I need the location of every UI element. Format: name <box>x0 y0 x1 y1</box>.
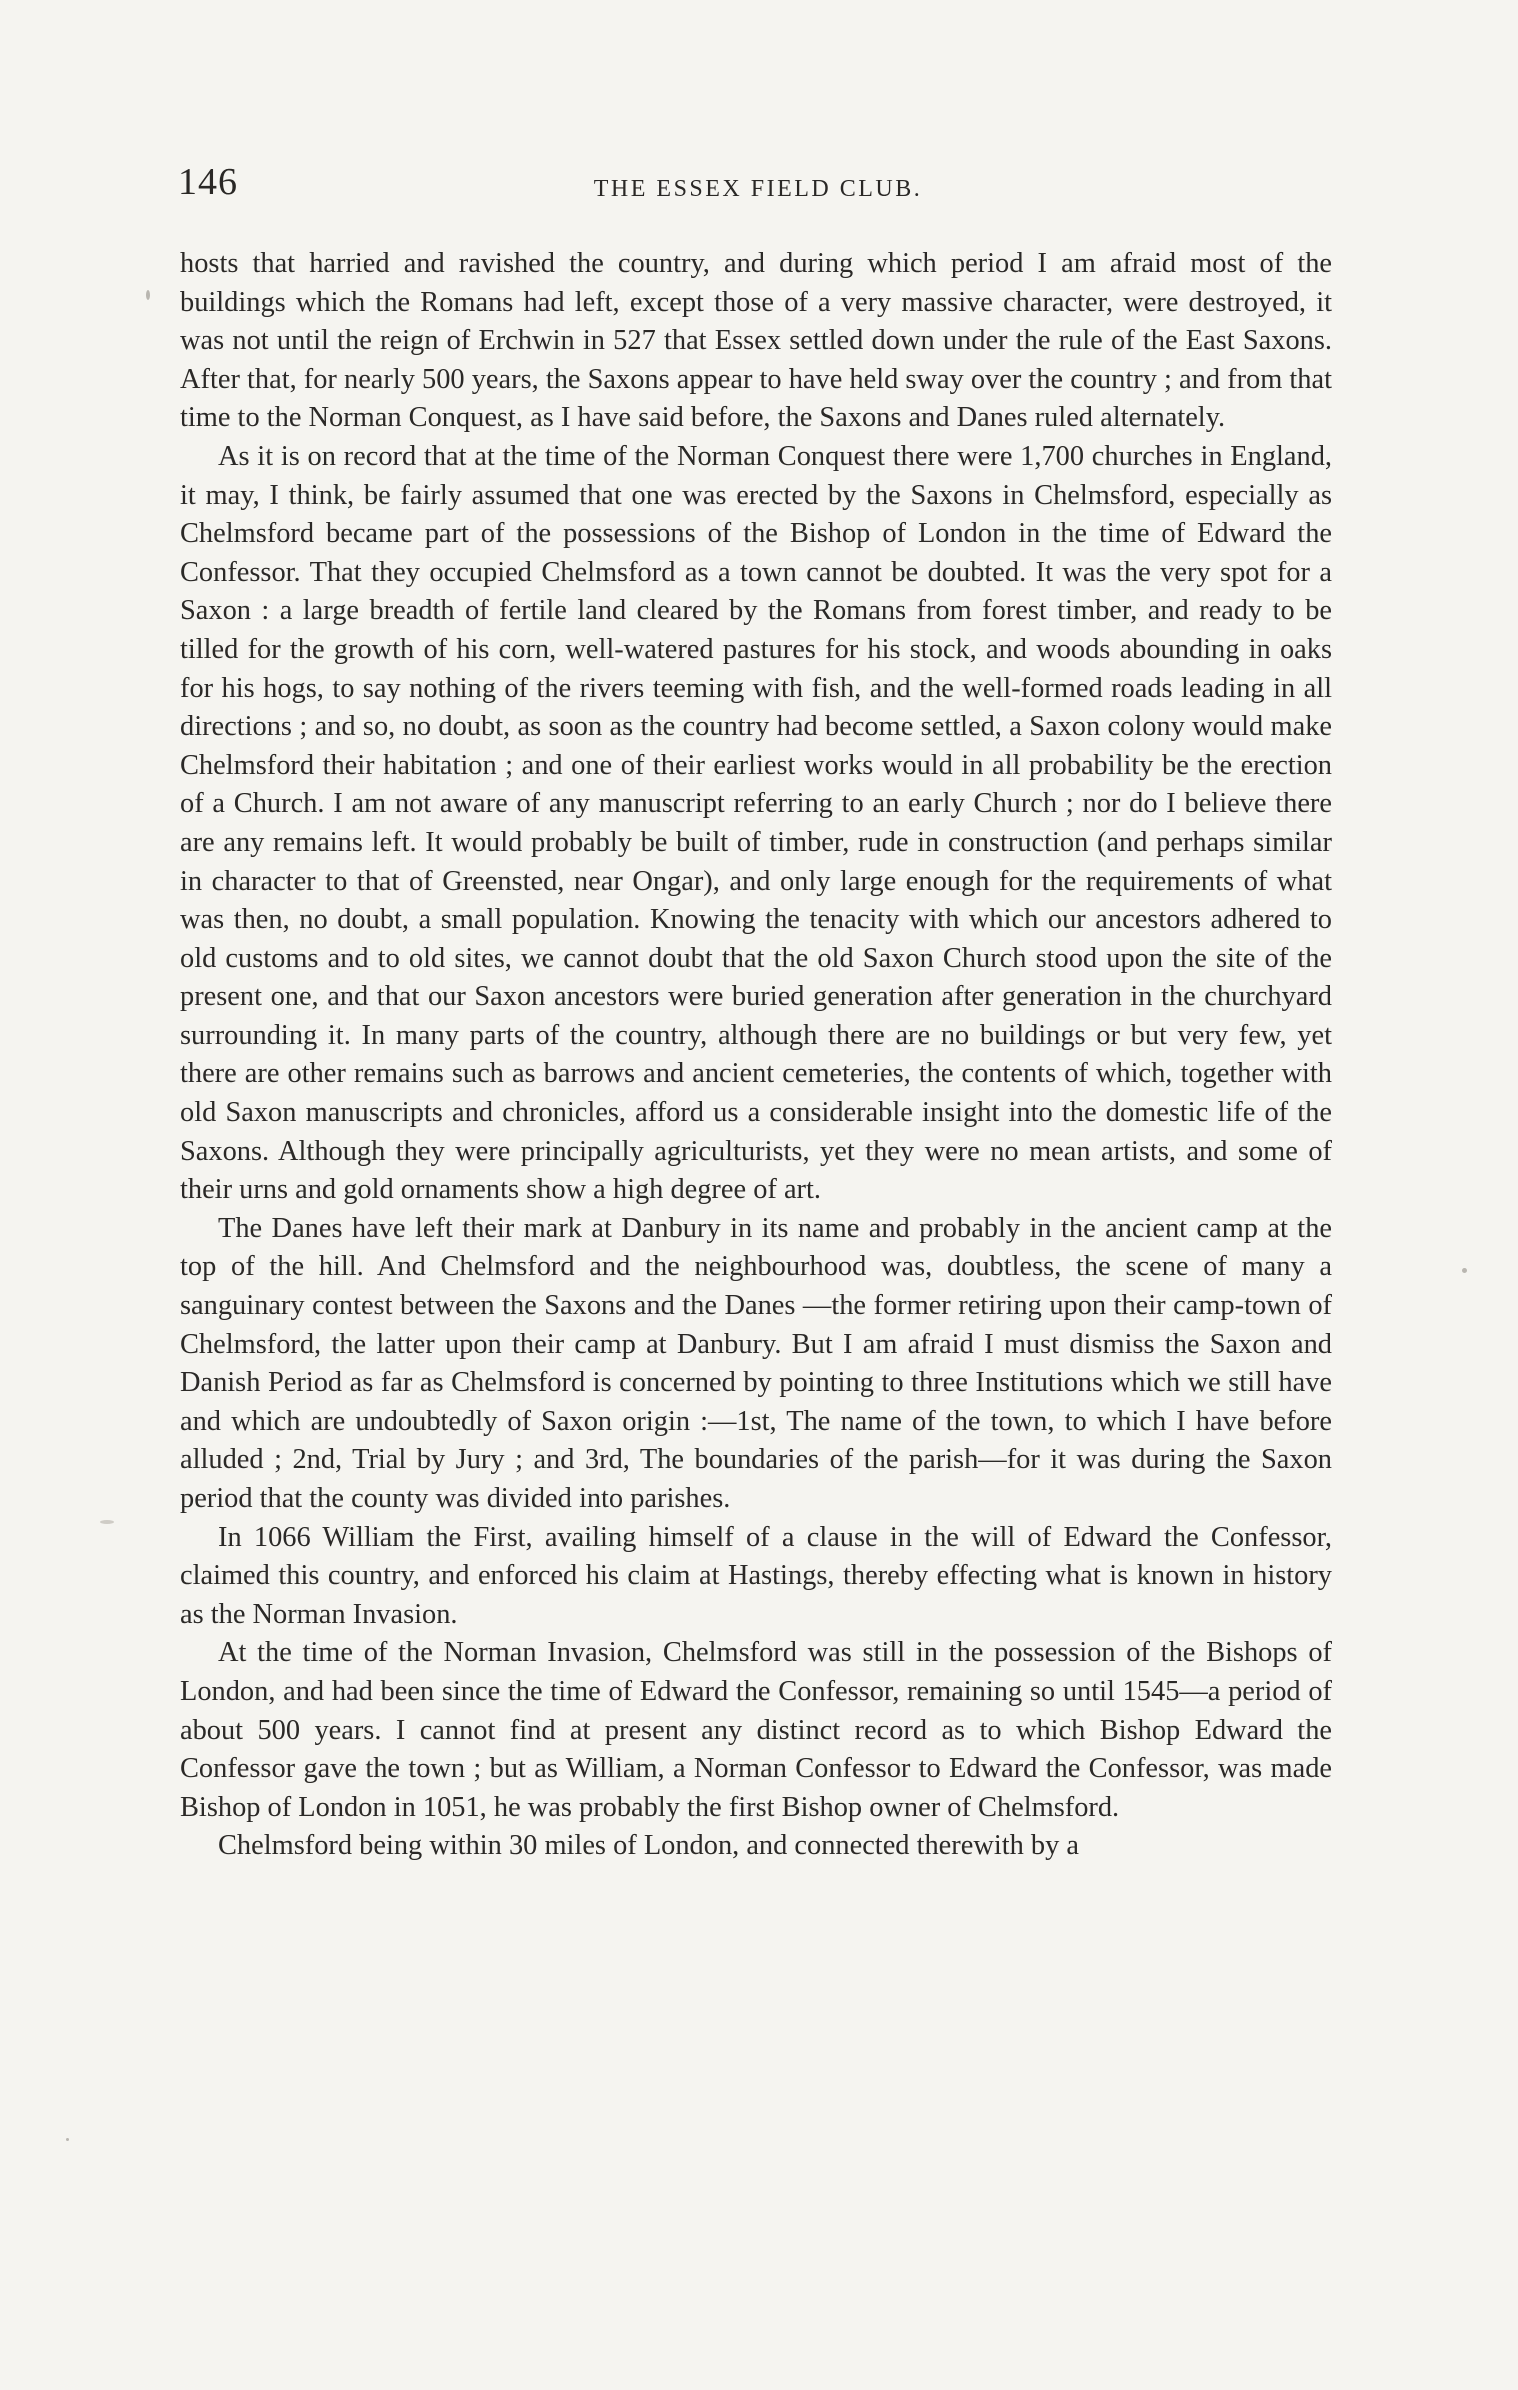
paper-speck <box>146 290 150 300</box>
body-text <box>180 245 1332 1866</box>
page-header <box>178 158 1338 208</box>
paragraph: The Danes have left their mark at Danbury in its name and probably in the ancient camp at the top of the hill. And Chelmsford and the neighbourhood was, doubtless, the scene of many a sanguinary contest between the Saxons and the Danes —the former retiring upon their camp-town of Chelmsford, the latter upon their camp at Danbury. But I am afraid I must dismiss the Saxon and Danish Period as far as Chelmsford is concerned by pointing to three Institutions which we still have and which are undoubtedly of Saxon origin :—1st, The name of the town, to which I have before alluded ; 2nd, Trial by Jury ; and 3rd, The boundaries of the parish—for it was during the Saxon period that the county was divided into parishes. <box>180 1212 1332 1514</box>
paragraph: In 1066 William the First, availing himself of a clause in the will of Edward the Confessor, claimed this country, and enforced his claim at Hastings, thereby effecting what is known in history as the Norman Invasion. <box>180 1521 1332 1630</box>
page-number: 146 <box>178 161 238 203</box>
paper-speck <box>1462 1268 1467 1273</box>
paragraph: As it is on record that at the time of the Norman Conquest there were 1,700 churches in England, it may, I think, be fairly assumed that one was erected by the Saxons in Chelmsford, especially as Chelmsford became part of the possessions of the Bishop of London in the time of Edward the Confessor. That they occupied Chelmsford as a town cannot be doubted. It was the very spot for a Saxon : a large breadth of fertile land cleared by the Romans from forest timber, and ready to be tilled for the growth of his corn, well-watered pastures for his stock, and woods abounding in oaks for his hogs, to say nothing of the rivers teeming with fish, and the well-formed roads leading in all directions ; and so, no doubt, as soon as the country had become settled, a Saxon colony would make Chelmsford their habitation ; and one of their earliest works would in all probability be the erection of a Church. I am not aware of any manuscript referring to an early Church ; nor do I believe there are any remains left. It would probably be built of timber, rude in construction (and perhaps similar in character to that of Greensted, near Ongar), and only large enough for the requirements of what was then, no doubt, a small population. Knowing the tenacity with which our ancestors adhered to old customs and to old sites, we cannot doubt that the old Saxon Church stood upon the site of the present one, and that our Saxon ancestors were buried generation after generation in the churchyard surrounding it. In many parts of the country, although there are no buildings or but very few, yet there are other remains such as barrows and ancient cemeteries, the contents of which, together with old Saxon manuscripts and chronicles, afford us a considerable insight into the domestic life of the Saxons. Although they were principally agriculturists, yet they were no mean artists, and some of their urns and gold ornaments show a high degree of art. <box>180 440 1332 1206</box>
paragraph: Chelmsford being within 30 miles of London, and connected therewith by a <box>218 1830 1079 1862</box>
paragraph: At the time of the Norman Invasion, Chelmsford was still in the possession of the Bishops of London, and had been since the time of Edward the Confessor, remaining so until 1545—a period of about 500 years. I cannot find at present any distinct record as to which Bishop Edward the Confessor gave the town ; but as William, a Norman Confessor to Edward the Confessor, was made Bishop of London in 1051, he was probably the first Bishop owner of Chelmsford. <box>180 1637 1332 1823</box>
paragraph: hosts that harried and ravished the country, and during which period I am afraid most of the buildings which the Romans had left, except those of a very massive character, were destroyed, it was not until the reign of Erchwin in 527 that Essex settled down under the rule of the East Saxons. After that, for nearly 500 years, the Saxons appear to have held sway over the country ; and from that time to the Norman Conquest, as I have said before, the Saxons and Danes ruled alternately. <box>180 248 1332 434</box>
paper-speck <box>100 1520 114 1524</box>
running-title: THE ESSEX FIELD CLUB. <box>593 176 923 202</box>
paper-speck <box>66 2138 69 2141</box>
